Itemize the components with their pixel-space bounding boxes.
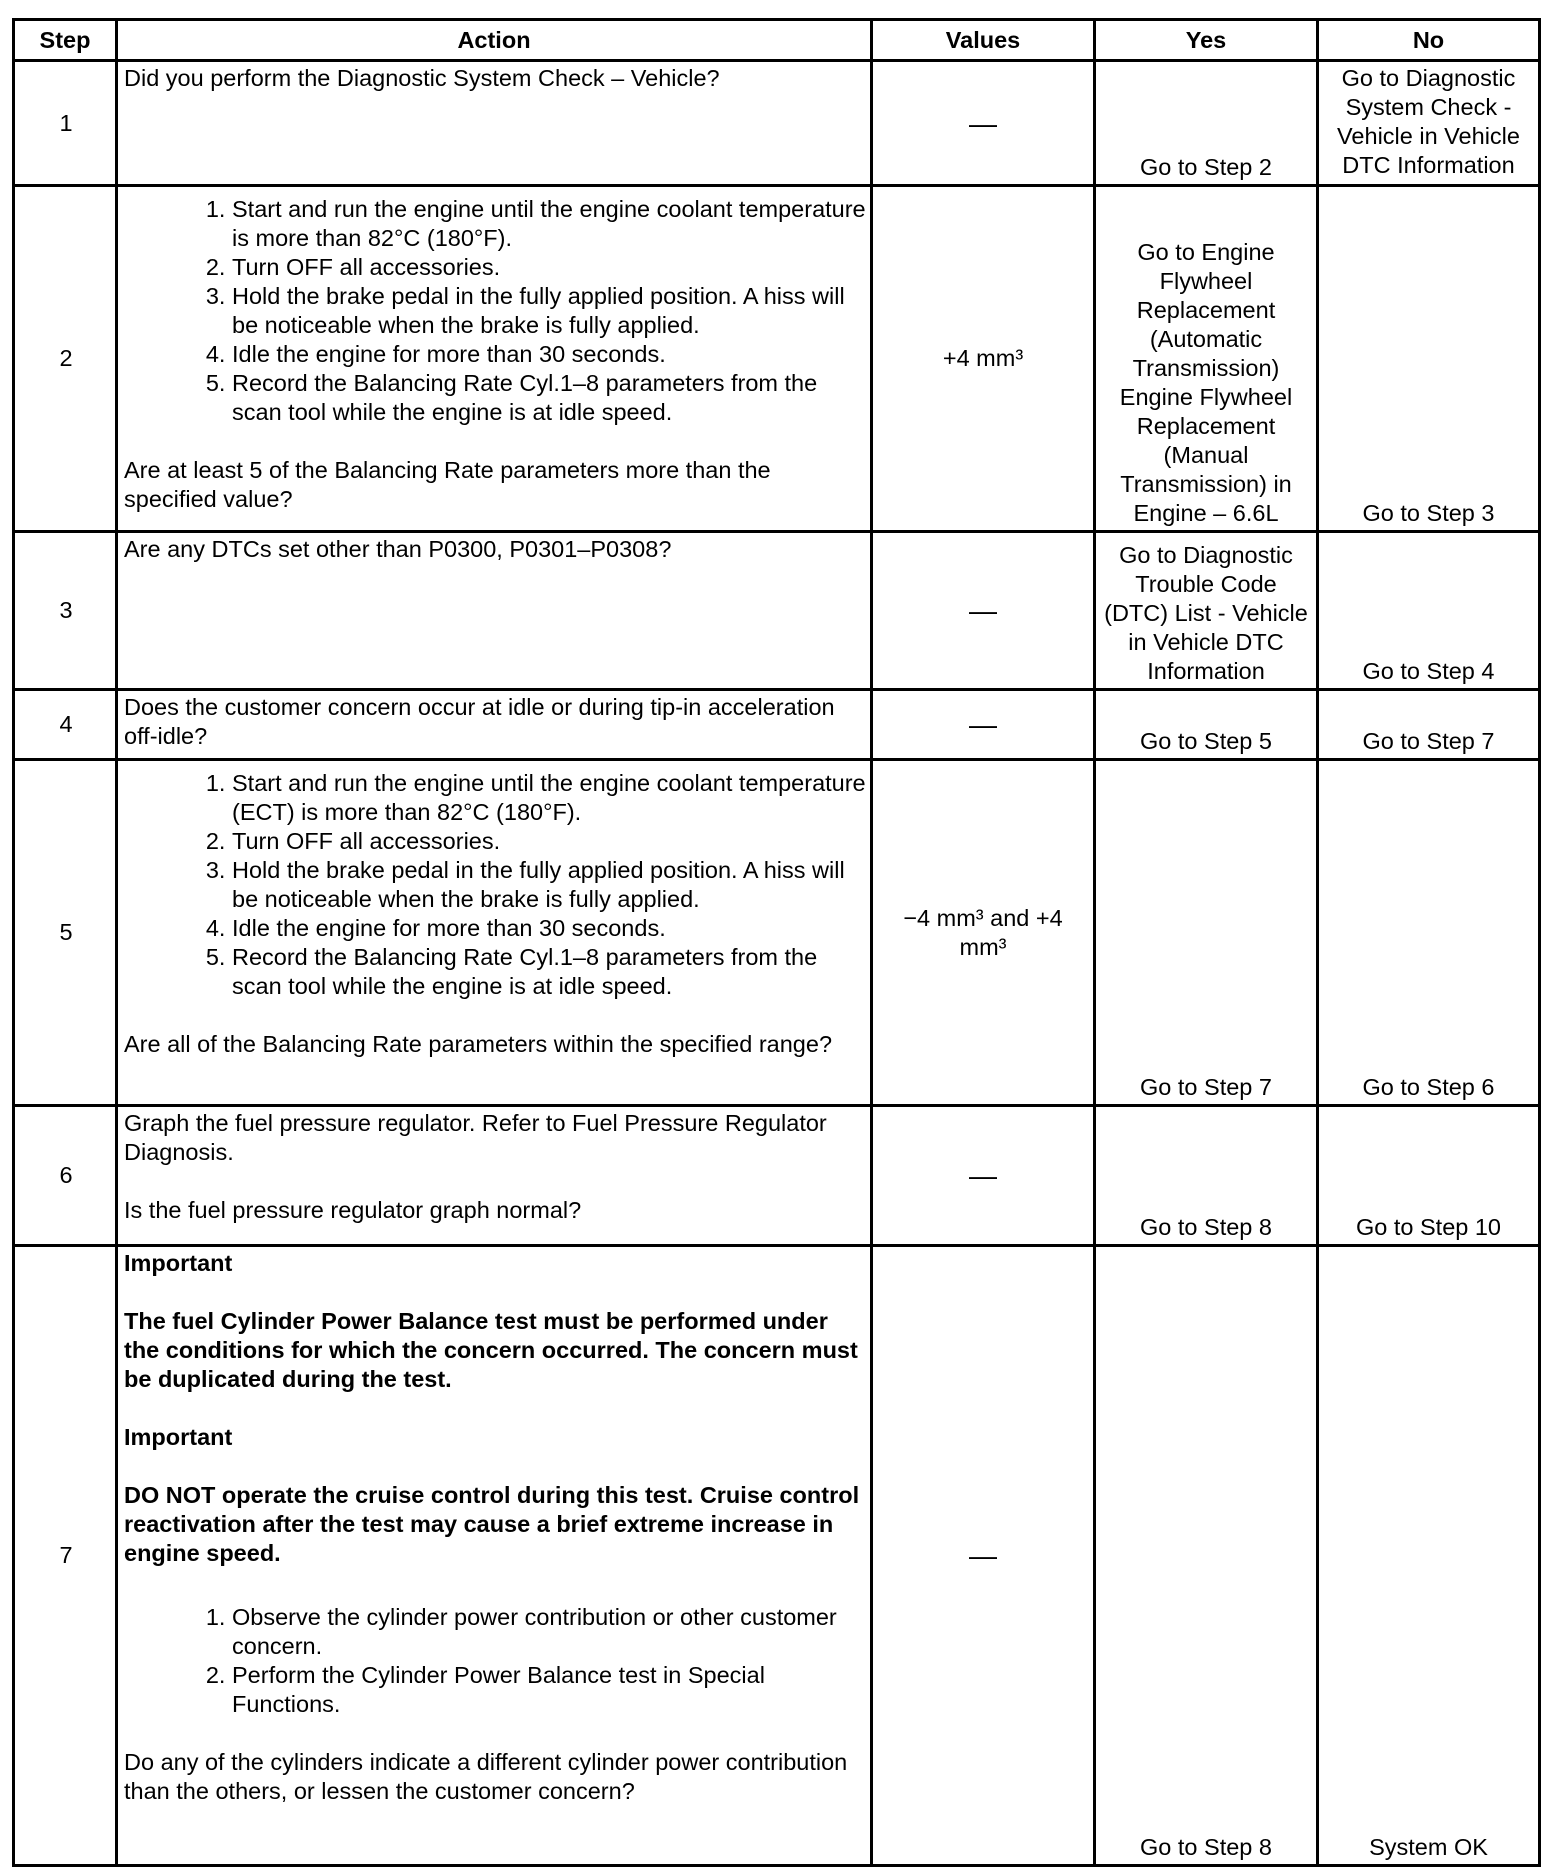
no-cell: Go to Step 3 bbox=[1318, 186, 1540, 532]
question-text: Is the fuel pressure regulator graph normal? bbox=[124, 1197, 582, 1223]
header-values: Values bbox=[872, 20, 1095, 61]
yes-cell: Go to Step 5 bbox=[1095, 690, 1318, 760]
procedure-list bbox=[124, 1603, 866, 1719]
important-title: Important bbox=[124, 1424, 233, 1450]
table-row bbox=[14, 1246, 1540, 1866]
procedure-step: 3. Hold the brake pedal in the fully applied position. A hiss will be noticeable when the brake is fully applied. bbox=[232, 856, 866, 914]
procedure-step: 2. Turn OFF all accessories. bbox=[232, 827, 866, 856]
header-action: Action bbox=[117, 20, 872, 61]
question-text: Are at least 5 of the Balancing Rate parameters more than the specified value? bbox=[124, 457, 771, 512]
step-number: 2 bbox=[14, 186, 117, 532]
table-row bbox=[14, 61, 1540, 186]
no-cell: Go to Step 4 bbox=[1318, 532, 1540, 690]
step-number: 5 bbox=[14, 760, 117, 1106]
procedure-step: 1. Observe the cylinder power contribution or other customer concern. bbox=[232, 1603, 866, 1661]
yes-cell: Go to Step 7 bbox=[1095, 760, 1318, 1106]
values-cell: +4 mm³ bbox=[872, 186, 1095, 532]
procedure-list bbox=[124, 769, 866, 1001]
procedure-step: 5. Record the Balancing Rate Cyl.1–8 parameters from the scan tool while the engine is at idle speed. bbox=[232, 943, 866, 1001]
important-text: The fuel Cylinder Power Balance test must be performed under the conditions for which the concern occurred. The concern must be duplicated during the test. bbox=[124, 1308, 858, 1392]
yes-cell: Go to Engine Flywheel Replacement (Automatic Transmission) Engine Flywheel Replacement (Manual Transmission) in Engine – 6.6L bbox=[1095, 186, 1318, 532]
table-row bbox=[14, 690, 1540, 760]
values-cell: — bbox=[872, 61, 1095, 186]
no-cell: Go to Step 6 bbox=[1318, 760, 1540, 1106]
procedure-step: 4. Idle the engine for more than 30 seconds. bbox=[232, 914, 866, 943]
action-cell bbox=[117, 186, 872, 532]
instruction-text: Graph the fuel pressure regulator. Refer to Fuel Pressure Regulator Diagnosis. bbox=[124, 1110, 827, 1165]
no-cell: Go to Step 10 bbox=[1318, 1106, 1540, 1246]
values-cell: — bbox=[872, 1246, 1095, 1866]
diagnostic-table bbox=[12, 18, 1541, 1867]
table-row bbox=[14, 186, 1540, 532]
action-cell bbox=[117, 1106, 872, 1246]
yes-cell: Go to Step 8 bbox=[1095, 1106, 1318, 1246]
header-row bbox=[14, 20, 1540, 61]
values-cell: — bbox=[872, 690, 1095, 760]
procedure-step: 5. Record the Balancing Rate Cyl.1–8 parameters from the scan tool while the engine is at idle speed. bbox=[232, 369, 866, 427]
action-cell bbox=[117, 1246, 872, 1866]
action-cell bbox=[117, 61, 872, 186]
question-text: Do any of the cylinders indicate a different cylinder power contribution than the others, or lessen the customer concern? bbox=[124, 1749, 848, 1804]
values-cell: — bbox=[872, 1106, 1095, 1246]
header-yes: Yes bbox=[1095, 20, 1318, 61]
procedure-step: 4. Idle the engine for more than 30 seconds. bbox=[232, 340, 866, 369]
values-cell: — bbox=[872, 532, 1095, 690]
procedure-step: 1. Start and run the engine until the engine coolant temperature (ECT) is more than 82°C (180°F). bbox=[232, 769, 866, 827]
no-cell: System OK bbox=[1318, 1246, 1540, 1866]
procedure-step: 3. Hold the brake pedal in the fully applied position. A hiss will be noticeable when the brake is fully applied. bbox=[232, 282, 866, 340]
step-number: 4 bbox=[14, 690, 117, 760]
procedure-step: 2. Perform the Cylinder Power Balance test in Special Functions. bbox=[232, 1661, 866, 1719]
step-number: 7 bbox=[14, 1246, 117, 1866]
question-text: Are all of the Balancing Rate parameters within the specified range? bbox=[124, 1031, 833, 1057]
no-cell: Go to Diagnostic System Check - Vehicle in Vehicle DTC Information bbox=[1318, 61, 1540, 186]
yes-cell: Go to Step 8 bbox=[1095, 1246, 1318, 1866]
header-no: No bbox=[1318, 20, 1540, 61]
values-cell: −4 mm³ and +4 mm³ bbox=[872, 760, 1095, 1106]
question-text: Does the customer concern occur at idle or during tip-in acceleration off-idle? bbox=[124, 694, 835, 749]
step-number: 1 bbox=[14, 61, 117, 186]
yes-cell: Go to Step 2 bbox=[1095, 61, 1318, 186]
yes-cell: Go to Diagnostic Trouble Code (DTC) List - Vehicle in Vehicle DTC Information bbox=[1095, 532, 1318, 690]
step-number: 6 bbox=[14, 1106, 117, 1246]
table-row bbox=[14, 760, 1540, 1106]
procedure-list bbox=[124, 195, 866, 427]
action-cell bbox=[117, 760, 872, 1106]
step-number: 3 bbox=[14, 532, 117, 690]
diagnostic-table-page bbox=[12, 18, 1538, 1867]
question-text: Did you perform the Diagnostic System Check – Vehicle? bbox=[124, 65, 720, 91]
important-title: Important bbox=[124, 1250, 233, 1276]
table-row bbox=[14, 532, 1540, 690]
question-text: Are any DTCs set other than P0300, P0301–P0308? bbox=[124, 536, 672, 562]
header-step: Step bbox=[14, 20, 117, 61]
procedure-step: 1. Start and run the engine until the engine coolant temperature is more than 82°C (180°F). bbox=[232, 195, 866, 253]
action-cell bbox=[117, 532, 872, 690]
table-row bbox=[14, 1106, 1540, 1246]
procedure-step: 2. Turn OFF all accessories. bbox=[232, 253, 866, 282]
action-cell bbox=[117, 690, 872, 760]
no-cell: Go to Step 7 bbox=[1318, 690, 1540, 760]
important-text: DO NOT operate the cruise control during this test. Cruise control reactivation after the test may cause a brief extreme increase in engine speed. bbox=[124, 1482, 860, 1566]
